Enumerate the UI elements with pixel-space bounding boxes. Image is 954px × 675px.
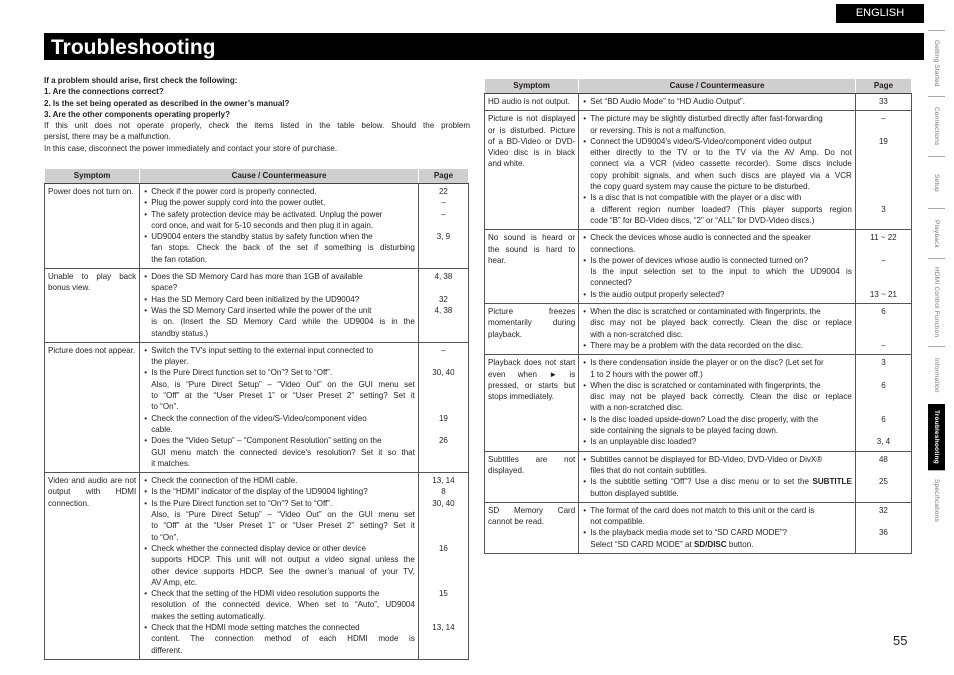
cause-item: [144, 367, 415, 412]
cause-line: Plug the power supply cord into the power outlet.: [151, 198, 326, 208]
page-cell: [418, 473, 468, 660]
cause-cell: [140, 269, 419, 343]
page-ref: [858, 192, 909, 203]
cause-item: [144, 498, 415, 543]
page-ref: [421, 356, 466, 367]
cause-line: Was the SD Memory Card inserted while the power of the unit: [151, 305, 372, 315]
cause-line: There may be a problem with the data recorded on the disc.: [590, 340, 804, 350]
page-ref: 19: [438, 413, 448, 423]
symptom-cell: Video and audio are not output with HDMI connection.: [45, 473, 140, 660]
cause-cell: [579, 111, 856, 230]
page-ref: [421, 220, 466, 231]
header-page: Page: [418, 169, 468, 184]
cause-item: [583, 232, 852, 255]
page-ref: [858, 317, 909, 328]
page-ref: [421, 599, 466, 610]
cause-item: [144, 413, 415, 436]
page-ref: 33: [878, 97, 888, 106]
cause-line: connect via a VCR (video cassette recorder). Some discs include: [590, 159, 852, 169]
cause-line: cord once, and wait for 5-10 seconds and then plug it in again.: [151, 220, 374, 230]
page-ref: 26: [438, 436, 448, 446]
cause-item: [583, 436, 852, 447]
page-ref: [858, 266, 909, 277]
intro-paragraph-line: persist, there may be a malfunction.: [44, 132, 171, 142]
table-row: [485, 502, 912, 553]
table-row: [485, 230, 912, 304]
symptom-cell: HD audio is not output.: [485, 94, 579, 111]
language-tab[interactable]: ENGLISH: [836, 4, 924, 23]
cause-line: to “Off” at the “User Preset 1” or “User Preset 2” setting? Set it: [151, 521, 415, 531]
cause-item: [144, 294, 415, 305]
page-ref: 13, 14: [432, 476, 455, 486]
header-symptom: Symptom: [485, 79, 579, 94]
page-ref: –: [881, 340, 886, 350]
cause-line: fan stops. Check the back of the set if something is disturbing: [151, 243, 415, 253]
page-ref: [421, 509, 466, 520]
intro-paragraph-line: In this case, disconnect the power immediately and contact your store of purchase.: [44, 143, 338, 153]
cause-item: [583, 255, 852, 289]
cause-line: Check the devices whose audio is connected and the speaker: [590, 233, 811, 243]
cause-line: disc may not be played back correctly. Clean the disc or replace: [590, 318, 852, 328]
cause-line: a different region number loaded? (This player supports region: [590, 204, 852, 214]
page-ref: [858, 369, 909, 380]
page-cell: [418, 269, 468, 343]
page-cell: [855, 304, 911, 355]
cause-line: it matches.: [151, 458, 191, 468]
page-ref: [858, 181, 909, 192]
cause-line: Also, is “Pure Direct Setup” – “Video Out” on the GUI menu set: [151, 510, 415, 520]
cause-line: other device supports HDCP. See the owner’s manual of your TV,: [151, 566, 415, 576]
page-ref: 25: [878, 477, 888, 487]
page-ref: [858, 425, 909, 436]
sidebar-tab-label: Getting Started: [933, 40, 940, 87]
page-cell: [418, 184, 468, 269]
cause-line: resolution of the connected device. When set to “Auto”, UD9004: [151, 600, 415, 610]
cause-cell: [579, 230, 856, 304]
page-ref: 6: [881, 380, 886, 390]
cause-cell: [579, 304, 856, 355]
cause-item: [583, 476, 852, 499]
page-ref: –: [881, 255, 886, 265]
cause-item: [144, 271, 415, 294]
page-cell: [418, 342, 468, 472]
cause-line: to “On”.: [151, 402, 179, 412]
page-ref: [421, 566, 466, 577]
page-ref: [858, 277, 909, 288]
cause-line: the fan rotation.: [151, 254, 208, 264]
page-ref: 4, 38: [434, 305, 453, 315]
cause-line: Is the Pure Direct function set to “On”? Set to “Off”.: [151, 368, 333, 378]
table-row: [45, 342, 469, 472]
page-ref: 13 ~ 21: [869, 289, 897, 299]
cause-item: [583, 527, 852, 550]
page-ref: [421, 532, 466, 543]
cause-line: Select “SD CARD MODE” at: [590, 539, 692, 549]
intro-check: 2. Is the set being operated as described in the owner’s manual?: [44, 98, 290, 108]
symptom-cell: Picture does not appear.: [45, 342, 140, 472]
page-ref: [858, 465, 909, 476]
page-ref: [421, 577, 466, 588]
page-ref: [858, 391, 909, 402]
page-ref: [858, 170, 909, 181]
sidebar-tab-label: Connections: [933, 107, 940, 146]
cause-line: copy prohibit signals, and when such discs are played via a VCR: [590, 170, 852, 180]
page-ref: 15: [438, 589, 448, 599]
sidebar-tab-setup[interactable]: [928, 156, 945, 208]
page-ref: 48: [878, 454, 888, 464]
cause-line: the player.: [151, 357, 189, 367]
cause-cell: [140, 184, 419, 269]
symptom-cell: Power does not turn on.: [45, 184, 140, 269]
page-ref: 30, 40: [432, 498, 455, 508]
page-ref: 32: [878, 505, 888, 515]
page-cell: [855, 502, 911, 553]
cause-line: with a non-scratched disc.: [590, 329, 684, 339]
cause-line: Also, is “Pure Direct Setup” – “Video Out” on the GUI menu set: [151, 379, 415, 389]
intro-lead: If a problem should arise, first check the following:: [44, 76, 238, 85]
cause-line: Is the power of devices whose audio is connected turned on?: [590, 255, 809, 265]
cause-item: [583, 414, 852, 437]
page-ref: [421, 401, 466, 412]
page-ref: 19: [878, 136, 888, 146]
page-ref: 8: [441, 487, 446, 497]
cause-cell: [579, 355, 856, 451]
table-row: [485, 304, 912, 355]
symptom-cell: Playback does not start even when ► is pressed, or starts but stops immediately.: [485, 355, 579, 451]
table-row: [45, 473, 469, 660]
sidebar-tab-playback[interactable]: [928, 208, 945, 258]
page-ref: 11 ~ 22: [870, 233, 897, 243]
cause-line: connections.: [590, 244, 636, 254]
cause-cell: [579, 94, 856, 111]
cause-line: either directly to the TV or to the TV via the AV Amp. Do not: [590, 148, 852, 158]
intro-section: [44, 75, 470, 154]
cause-line: Check that the HDMI mode setting matches the connected: [151, 622, 360, 632]
page-ref: 16: [438, 543, 448, 553]
page-cell: [855, 230, 911, 304]
sidebar-tab-label: Troubleshooting: [933, 410, 940, 464]
page-ref: 36: [878, 528, 888, 538]
cause-item: [583, 136, 852, 192]
cause-item: [583, 357, 852, 380]
cause-line: with a non-scratched disc.: [590, 403, 684, 413]
page-cell: [855, 94, 911, 111]
sidebar-tab-label: HDMI Control Function: [933, 267, 940, 338]
cause-line: space?: [151, 283, 178, 293]
page-ref: [421, 282, 466, 293]
cause-item: [144, 186, 415, 197]
table-row: [45, 184, 469, 269]
cause-line: Is the input selection set to the input to which the UD9004 is: [590, 267, 852, 277]
cause-line: Check the connection of the HDMI cable.: [151, 476, 298, 486]
header-cause: Cause / Countermeasure: [140, 169, 419, 184]
cause-line: side containing the signals to be played facing down.: [590, 426, 779, 436]
page-ref: 6: [881, 307, 886, 317]
page-ref: 3, 9: [436, 232, 451, 242]
troubleshooting-table-left: [44, 168, 469, 660]
page-ref: [858, 147, 909, 158]
sidebar-tab-troubleshooting[interactable]: [928, 404, 945, 470]
cause-line: the copy guard system may cause the picture to be disturbed.: [590, 182, 810, 192]
header-page: Page: [855, 79, 911, 94]
cause-line: Subtitles cannot be displayed for BD-Video, DVD-Video or DivX®: [590, 454, 823, 464]
cause-line: The picture may be slightly disturbed directly after fast-forwarding: [590, 114, 823, 124]
cause-line: is on. (Insert the SD Memory Card while the UD9004 is in the: [151, 317, 415, 327]
table-header-row: [45, 169, 469, 184]
intro-check: 3. Are the other components operating properly?: [44, 109, 230, 119]
table-row: [485, 451, 912, 502]
symptom-cell: Picture is not displayed or is disturbed. Picture of a BD-Video or DVD-Video disc is in black and white.: [485, 111, 579, 230]
cause-line: files that do not contain subtitles.: [590, 465, 707, 475]
troubleshooting-table-right: [484, 78, 912, 554]
page-ref: 3, 4: [876, 437, 891, 447]
cause-line: The safety protection device may be activated. Unplug the power: [151, 209, 383, 219]
cause-item: [144, 486, 415, 497]
cause-line: Has the SD Memory Card been initialized by the UD9004?: [151, 294, 360, 304]
cause-item: [144, 231, 415, 265]
cause-line: UD9004 enters the standby status by safety function when the: [151, 232, 373, 242]
page-ref: 3: [881, 358, 886, 368]
cause-cell: [140, 342, 419, 472]
cause-item: [583, 192, 852, 226]
cause-line: code “B” for BD-Video discs, “2” or “ALL” for DVD-Video discs.): [590, 215, 815, 225]
cause-line: Is there condensation inside the player or on the disc? (Let set for: [590, 358, 824, 368]
sidebar-tab-getting-started[interactable]: [928, 30, 945, 96]
table-body-right: [485, 94, 912, 554]
cause-cell: [579, 502, 856, 553]
cause-item: [144, 345, 415, 368]
page-ref: –: [441, 345, 446, 355]
cause-line: Is the playback media mode set to “SD CARD MODE”?: [590, 528, 787, 538]
cause-line: 1 to 2 hours with the power off.): [590, 369, 703, 379]
intro-check: 1. Are the connections correct?: [44, 87, 164, 97]
symptom-cell: No sound is heard or the sound is hard to hear.: [485, 230, 579, 304]
symptom-cell: Picture freezes momentarily during playback.: [485, 304, 579, 355]
table-row: [485, 355, 912, 451]
sidebar-tab-specifications[interactable]: [928, 470, 945, 530]
cause-line: When the disc is scratched or contaminated with fingerprints, the: [590, 380, 821, 390]
cause-cell: [579, 451, 856, 502]
page-cell: [855, 111, 911, 230]
intro-paragraph-line: If this unit does not operate properly, check the items listed in the table below. Should the problem: [44, 121, 470, 131]
page-ref: 6: [881, 414, 886, 424]
cause-item: [583, 306, 852, 340]
symptom-cell: Subtitles are not displayed.: [485, 451, 579, 502]
sidebar-tab-label: Setup: [933, 173, 940, 192]
cause-line: Check whether the connected display device or other device: [151, 543, 366, 553]
page-ref: 32: [438, 294, 448, 304]
cause-line: content. The connection method of each HDMI mode is: [151, 634, 415, 644]
sidebar-tab-label: Playback: [933, 219, 940, 248]
page-cell: [855, 355, 911, 451]
table-row: [485, 111, 912, 230]
cause-line: Switch the TV's input setting to the external input connected to: [151, 345, 374, 355]
page-ref: [421, 520, 466, 531]
page-cell: [855, 451, 911, 502]
symptom-cell: Unable to play back bonus view.: [45, 269, 140, 343]
cause-line: Is the subtitle setting “Off”? Use a disc menu or to set the: [590, 477, 809, 487]
cause-item: [144, 197, 415, 208]
cause-line: Does the “Video Setup” – “Component Resolution” setting on the: [151, 436, 382, 446]
table-row: [485, 94, 912, 111]
page-ref: 4, 38: [434, 272, 453, 282]
cause-line: not compatible.: [590, 517, 645, 527]
cause-line: standby status.): [151, 328, 209, 338]
cause-item: [144, 305, 415, 339]
cause-line: Is an unplayable disc loaded?: [590, 437, 697, 447]
cause-line: The format of the card does not match to this unit or the card is: [590, 505, 815, 515]
sidebar-tab-information[interactable]: [928, 346, 945, 404]
cause-line: Is the Pure Direct function set to “On”? Set to “Off”.: [151, 498, 333, 508]
button-name: SD/DISC: [693, 539, 727, 549]
sidebar-tab-connections[interactable]: [928, 96, 945, 156]
cause-item: [583, 96, 852, 107]
button-name: SUBTITLE: [812, 477, 852, 487]
cause-line: different.: [151, 645, 183, 655]
cause-item: [144, 209, 415, 232]
section-sidebar-nav: [928, 30, 945, 522]
page-ref: –: [881, 114, 886, 124]
cause-item: [144, 543, 415, 588]
cause-line: supports HDCP. This unit will not output a video signal unless the: [151, 555, 415, 565]
page-ref: [858, 125, 909, 136]
cause-line: disc may not be played back correctly. Clean the disc or replace: [590, 392, 852, 402]
page-ref: 30, 40: [432, 368, 455, 378]
cause-item: [583, 380, 852, 414]
cause-line: Is a disc that is not compatible with the player or a disc with: [590, 193, 802, 203]
cause-line: Check that the setting of the HDMI video resolution supports the: [151, 589, 380, 599]
page-ref: 13, 14: [432, 622, 455, 632]
page-ref: [858, 516, 909, 527]
cause-line: to “Off” at the “User Preset 1” or “User Preset 2” setting? Set it: [151, 391, 415, 401]
sidebar-tab-label: Specifications: [933, 479, 940, 522]
symptom-cell: SD Memory Card cannot be read.: [485, 502, 579, 553]
cause-line: GUI menu match the connected device's resolution? Set it so that: [151, 447, 415, 457]
sidebar-tab-hdmi-control-function[interactable]: [928, 258, 945, 346]
header-symptom: Symptom: [45, 169, 140, 184]
cause-tail: button.: [726, 539, 754, 549]
cause-item: [583, 454, 852, 477]
table-body-left: [45, 184, 469, 660]
cause-line: Check if the power cord is properly connected.: [151, 187, 317, 196]
page-ref: [858, 244, 909, 255]
cause-cell: [140, 473, 419, 660]
title-bar: [44, 33, 924, 60]
sidebar-tab-label: Information: [933, 358, 940, 393]
cause-line: makes the setting automatically.: [151, 611, 266, 621]
cause-item: [583, 505, 852, 528]
cause-item: [144, 588, 415, 622]
page-ref: –: [441, 209, 446, 219]
page-number: 55: [893, 633, 908, 648]
page-ref: [858, 329, 909, 340]
cause-item: [583, 289, 852, 300]
cause-line: Check the connection of the video/S-Video/component video: [151, 413, 367, 423]
page-ref: [421, 424, 466, 435]
page-ref: 3: [881, 204, 886, 214]
cause-line: Is the “HDMI” indicator of the display of the UD9004 lighting?: [151, 487, 368, 497]
cause-item: [144, 475, 415, 486]
page-title: Troubleshooting: [51, 36, 216, 59]
cause-item: [583, 113, 852, 136]
page-ref: [421, 554, 466, 565]
header-cause: Cause / Countermeasure: [579, 79, 856, 94]
cause-line: connected?: [590, 278, 632, 288]
page-ref: –: [441, 198, 446, 208]
cause-line: to “On”.: [151, 532, 179, 542]
cause-line: Connect the UD9004’s video/S-Video/component video output: [590, 136, 812, 146]
cause-line: When the disc is scratched or contaminated with fingerprints, the: [590, 307, 821, 317]
page-ref: 22: [438, 187, 448, 196]
cause-line: Set “BD Audio Mode” to “HD Audio Output”.: [590, 97, 745, 106]
page-ref: [421, 379, 466, 390]
cause-line: Is the disc loaded upside-down? Load the disc properly, with the: [590, 414, 819, 424]
cause-line: or reversing. This is not a malfunction.: [590, 125, 727, 135]
cause-item: [583, 340, 852, 351]
page-ref: [421, 611, 466, 622]
cause-line: AV Amp, etc.: [151, 577, 198, 587]
cause-item: [144, 435, 415, 469]
page-ref: [858, 402, 909, 413]
cause-line: Is the audio output properly selected?: [590, 289, 725, 299]
table-header-row: [485, 79, 912, 94]
cause-line: cable.: [151, 424, 173, 434]
table-row: [45, 269, 469, 343]
cause-line: Does the SD Memory Card has more than 1GB of available: [151, 272, 363, 282]
page-ref: [421, 390, 466, 401]
page-ref: [858, 158, 909, 169]
cause-tail: button displayed subtitle.: [590, 488, 679, 498]
cause-item: [144, 622, 415, 656]
